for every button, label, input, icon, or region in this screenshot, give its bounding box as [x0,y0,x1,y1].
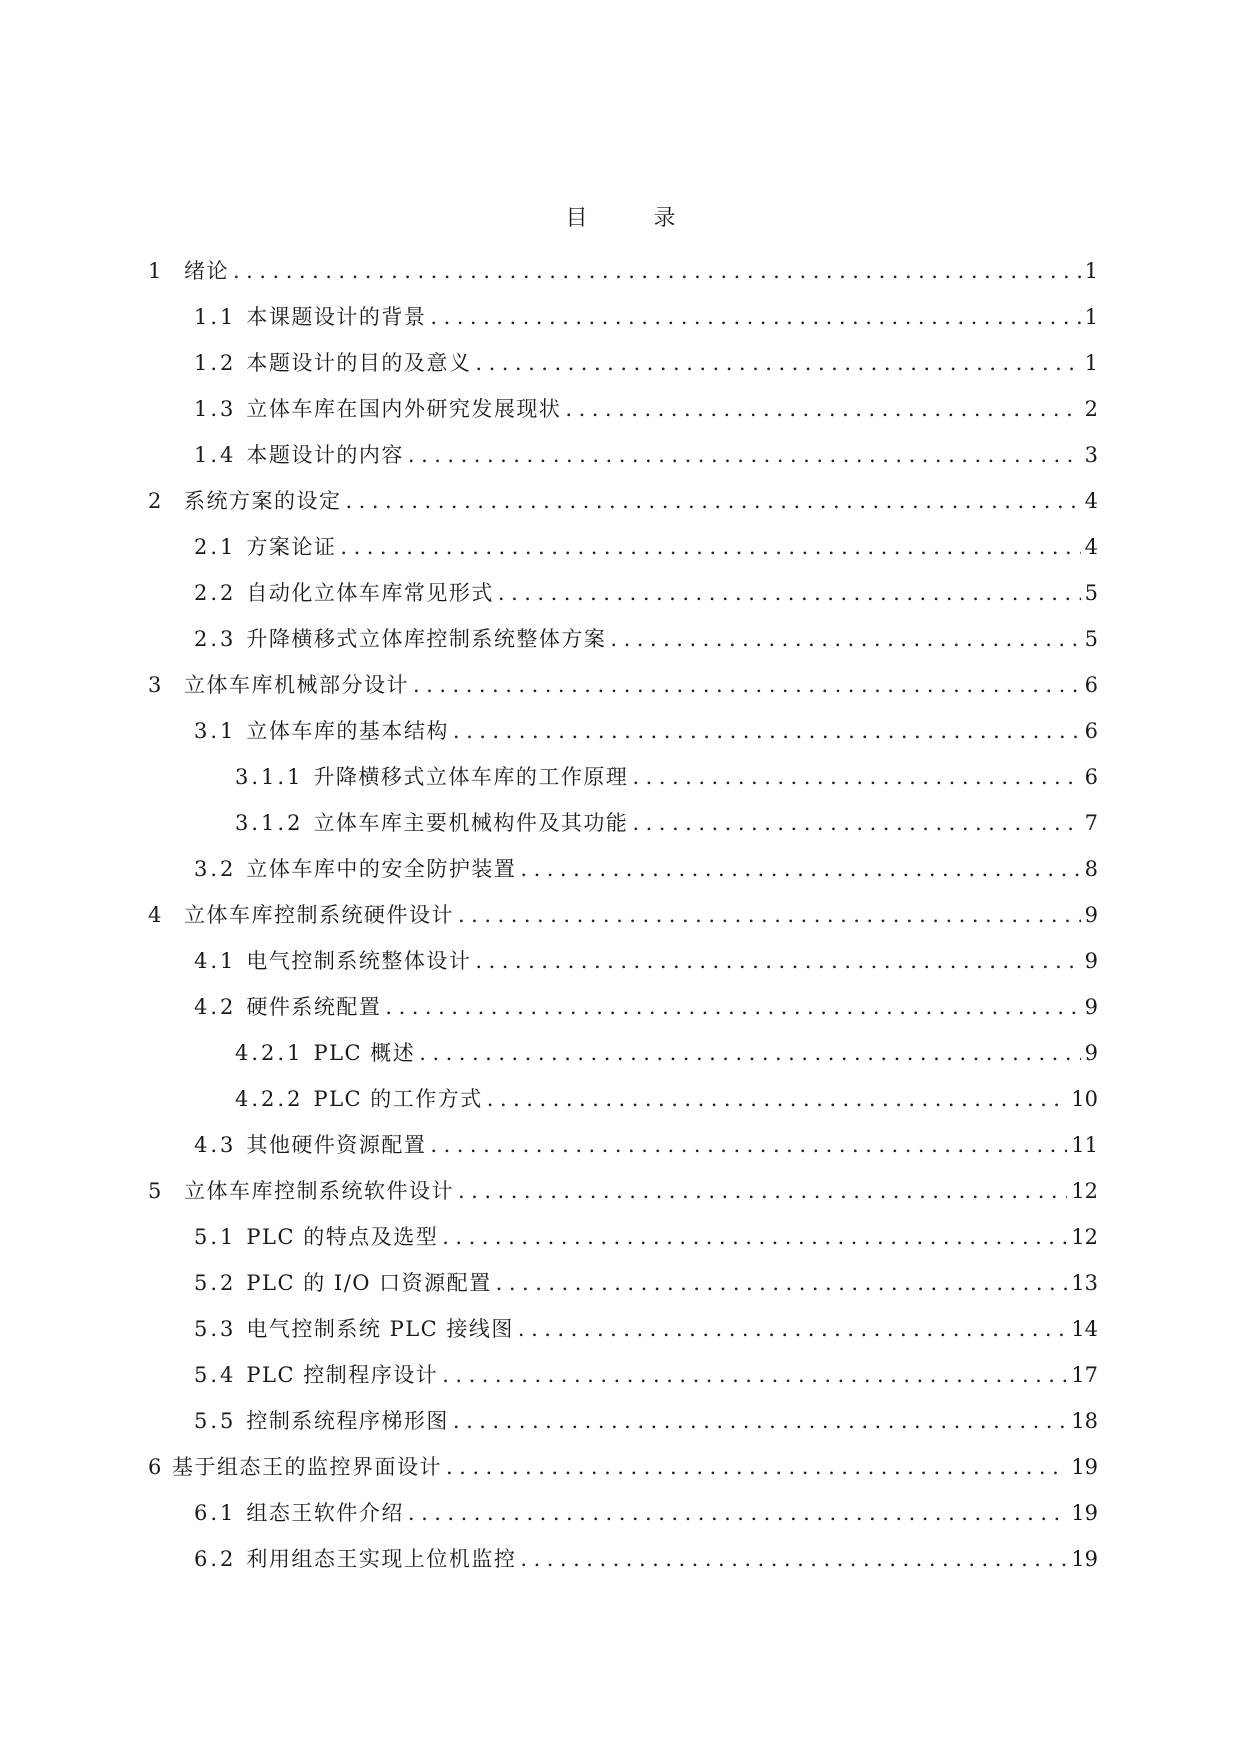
toc-entry-number: 5 [148,1179,162,1203]
toc-entry-title: 电气控制系统 PLC 接线图 [246,1317,514,1341]
toc-entry-page: 19 [1071,1547,1098,1571]
toc-entry-3-1[interactable] [148,705,1098,751]
dot-leader [442,1224,1067,1250]
toc-entry-title: PLC 的工作方式 [313,1087,483,1111]
toc-entry-5-3[interactable] [148,1303,1098,1349]
toc-entry-page: 9 [1084,995,1098,1019]
toc-entry-number: 4.2 [194,995,237,1019]
toc-entry-page: 2 [1084,397,1098,421]
toc-entry-title: 控制系统程序梯形图 [246,1409,449,1433]
toc-entry-page: 6 [1084,765,1098,789]
toc-entry-6-1[interactable] [148,1487,1098,1533]
toc-entry-3[interactable] [148,659,1098,705]
dot-leader [446,1454,1067,1480]
toc-title: 目 录 [565,206,698,231]
dot-leader [419,1040,1080,1066]
toc-entry-5-5[interactable] [148,1395,1098,1441]
toc-entry-3-1-2[interactable] [148,797,1098,843]
toc-entry-title: 组态王软件介绍 [246,1501,404,1525]
dot-leader [346,488,1081,514]
toc-entry-number: 6.2 [194,1547,237,1571]
toc-entry-number: 4 [148,903,162,927]
toc-entry-page: 1 [1084,351,1098,375]
toc-entry-5-2[interactable] [148,1257,1098,1303]
toc-entry-title: 基于组态王的监控界面设计 [172,1455,442,1479]
toc-entry-3-2[interactable] [148,843,1098,889]
toc-entry-title: 硬件系统配置 [246,995,382,1019]
toc-entry-title: 升降横移式立体库控制系统整体方案 [246,627,607,651]
toc-entry-page: 19 [1071,1455,1098,1479]
dot-leader [520,856,1080,882]
toc-entry-4-3[interactable] [148,1119,1098,1165]
toc-entry-number: 2.1 [194,535,237,559]
toc-entry-number: 3.1 [194,719,237,743]
toc-entry-1-3[interactable] [148,383,1098,429]
toc-entry-number: 1.1 [194,305,237,329]
toc-entry-1-2[interactable] [148,337,1098,383]
toc-entry-page: 13 [1071,1271,1098,1295]
toc-entry-number: 4.2.1 [235,1041,304,1065]
dot-leader [430,304,1080,330]
toc-entry-page: 14 [1071,1317,1098,1341]
dot-leader [475,350,1080,376]
dot-leader [487,1086,1068,1112]
toc-entry-title: 电气控制系统整体设计 [246,949,472,973]
dot-leader [498,580,1081,606]
dot-leader [408,1500,1067,1526]
toc-entry-page: 6 [1084,673,1098,697]
toc-entry-page: 17 [1071,1363,1098,1387]
toc-entry-4-2-1[interactable] [148,1027,1098,1073]
dot-leader [475,948,1080,974]
dot-leader [430,1132,1067,1158]
toc-entry-1[interactable] [148,245,1098,291]
toc-entry-number: 1.4 [194,443,237,467]
dot-leader [458,902,1081,928]
toc-entry-page: 10 [1071,1087,1098,1111]
dot-leader [453,1408,1067,1434]
toc-entry-number: 5.1 [194,1225,237,1249]
toc-entry-number: 1.3 [194,397,237,421]
toc-entry-title: 立体车库主要机械构件及其功能 [313,811,629,835]
toc-entry-title: 绪论 [184,259,229,283]
toc-entry-2[interactable] [148,475,1098,521]
toc-entry-title: 立体车库中的安全防护装置 [246,857,517,881]
toc-entry-page: 5 [1084,627,1098,651]
toc-entry-page: 6 [1084,719,1098,743]
toc-entry-page: 7 [1084,811,1098,835]
toc-entry-number: 5.4 [194,1363,237,1387]
toc-entry-1-1[interactable] [148,291,1098,337]
toc-entry-title: 立体车库控制系统硬件设计 [184,903,454,927]
toc-entry-5-1[interactable] [148,1211,1098,1257]
toc-entry-3-1-1[interactable] [148,751,1098,797]
toc-entry-number: 6 [148,1455,162,1479]
toc-entry-number: 5.5 [194,1409,237,1433]
toc-entry-5[interactable] [148,1165,1098,1211]
toc-entry-title: PLC 概述 [313,1041,416,1065]
dot-leader [453,718,1081,744]
toc-entry-number: 3 [148,673,162,697]
toc-entry-title: 本题设计的目的及意义 [246,351,472,375]
toc-entry-number: 5.2 [194,1271,237,1295]
dot-leader [610,626,1080,652]
dot-leader [496,1270,1068,1296]
toc-entry-page: 12 [1071,1179,1098,1203]
toc-entry-number: 2 [148,489,162,513]
toc-entry-page: 9 [1084,903,1098,927]
toc-entry-1-4[interactable] [148,429,1098,475]
toc-entry-4[interactable] [148,889,1098,935]
toc-entry-page: 3 [1084,443,1098,467]
toc-entry-title: 立体车库控制系统软件设计 [184,1179,454,1203]
toc-entry-number: 4.1 [194,949,237,973]
toc-entry-5-4[interactable] [148,1349,1098,1395]
toc-entry-title: 升降横移式立体车库的工作原理 [313,765,629,789]
toc-entry-page: 1 [1084,259,1098,283]
toc-entry-title: PLC 的特点及选型 [246,1225,439,1249]
table-of-contents [148,245,1098,1579]
toc-entry-title: 其他硬件资源配置 [246,1133,427,1157]
dot-leader [632,764,1080,790]
toc-entry-number: 5.3 [194,1317,237,1341]
toc-entry-number: 1.2 [194,351,237,375]
toc-entry-page: 9 [1084,949,1098,973]
toc-entry-number: 6.1 [194,1501,237,1525]
dot-leader [518,1316,1067,1342]
dot-leader [340,534,1080,560]
toc-entry-4-1[interactable] [148,935,1098,981]
dot-leader [413,672,1081,698]
dot-leader [233,258,1081,284]
toc-entry-number: 4.3 [194,1133,237,1157]
toc-entry-number: 3.1.1 [235,765,304,789]
dot-leader [408,442,1081,468]
toc-entry-page: 4 [1084,489,1098,513]
toc-entry-number: 1 [148,259,162,283]
toc-entry-page: 19 [1071,1501,1098,1525]
toc-entry-page: 11 [1071,1133,1098,1157]
toc-entry-page: 1 [1084,305,1098,329]
toc-entry-title: 立体车库在国内外研究发展现状 [246,397,562,421]
dot-leader [385,994,1080,1020]
dot-leader [632,810,1080,836]
toc-entry-page: 12 [1071,1225,1098,1249]
toc-entry-number: 2.3 [194,627,237,651]
toc-entry-title: 方案论证 [246,535,337,559]
toc-entry-number: 3.1.2 [235,811,304,835]
toc-entry-title: PLC 的 I/O 口资源配置 [246,1271,492,1295]
toc-entry-title: 利用组态王实现上位机监控 [246,1547,517,1571]
toc-entry-6-2[interactable] [148,1533,1098,1579]
dot-leader [520,1546,1067,1572]
toc-entry-title: PLC 控制程序设计 [246,1363,439,1387]
dot-leader [565,396,1080,422]
toc-entry-page: 9 [1084,1041,1098,1065]
toc-entry-2-2[interactable] [148,567,1098,613]
dot-leader [442,1362,1067,1388]
toc-entry-title: 系统方案的设定 [184,489,342,513]
toc-entry-number: 3.2 [194,857,237,881]
toc-entry-2-3[interactable] [148,613,1098,659]
toc-entry-2-1[interactable] [148,521,1098,567]
toc-entry-title: 本课题设计的背景 [246,305,427,329]
toc-entry-page: 8 [1084,857,1098,881]
toc-entry-title: 本题设计的内容 [246,443,404,467]
toc-entry-title: 自动化立体车库常见形式 [246,581,494,605]
toc-entry-title: 立体车库的基本结构 [246,719,449,743]
toc-entry-page: 5 [1084,581,1098,605]
toc-entry-4-2-2[interactable] [148,1073,1098,1119]
toc-entry-title: 立体车库机械部分设计 [184,673,409,697]
toc-entry-number: 4.2.2 [235,1087,304,1111]
toc-entry-number: 2.2 [194,581,237,605]
toc-entry-4-2[interactable] [148,981,1098,1027]
toc-entry-page: 18 [1071,1409,1098,1433]
dot-leader [458,1178,1067,1204]
toc-entry-page: 4 [1084,535,1098,559]
toc-entry-6[interactable] [148,1441,1098,1487]
